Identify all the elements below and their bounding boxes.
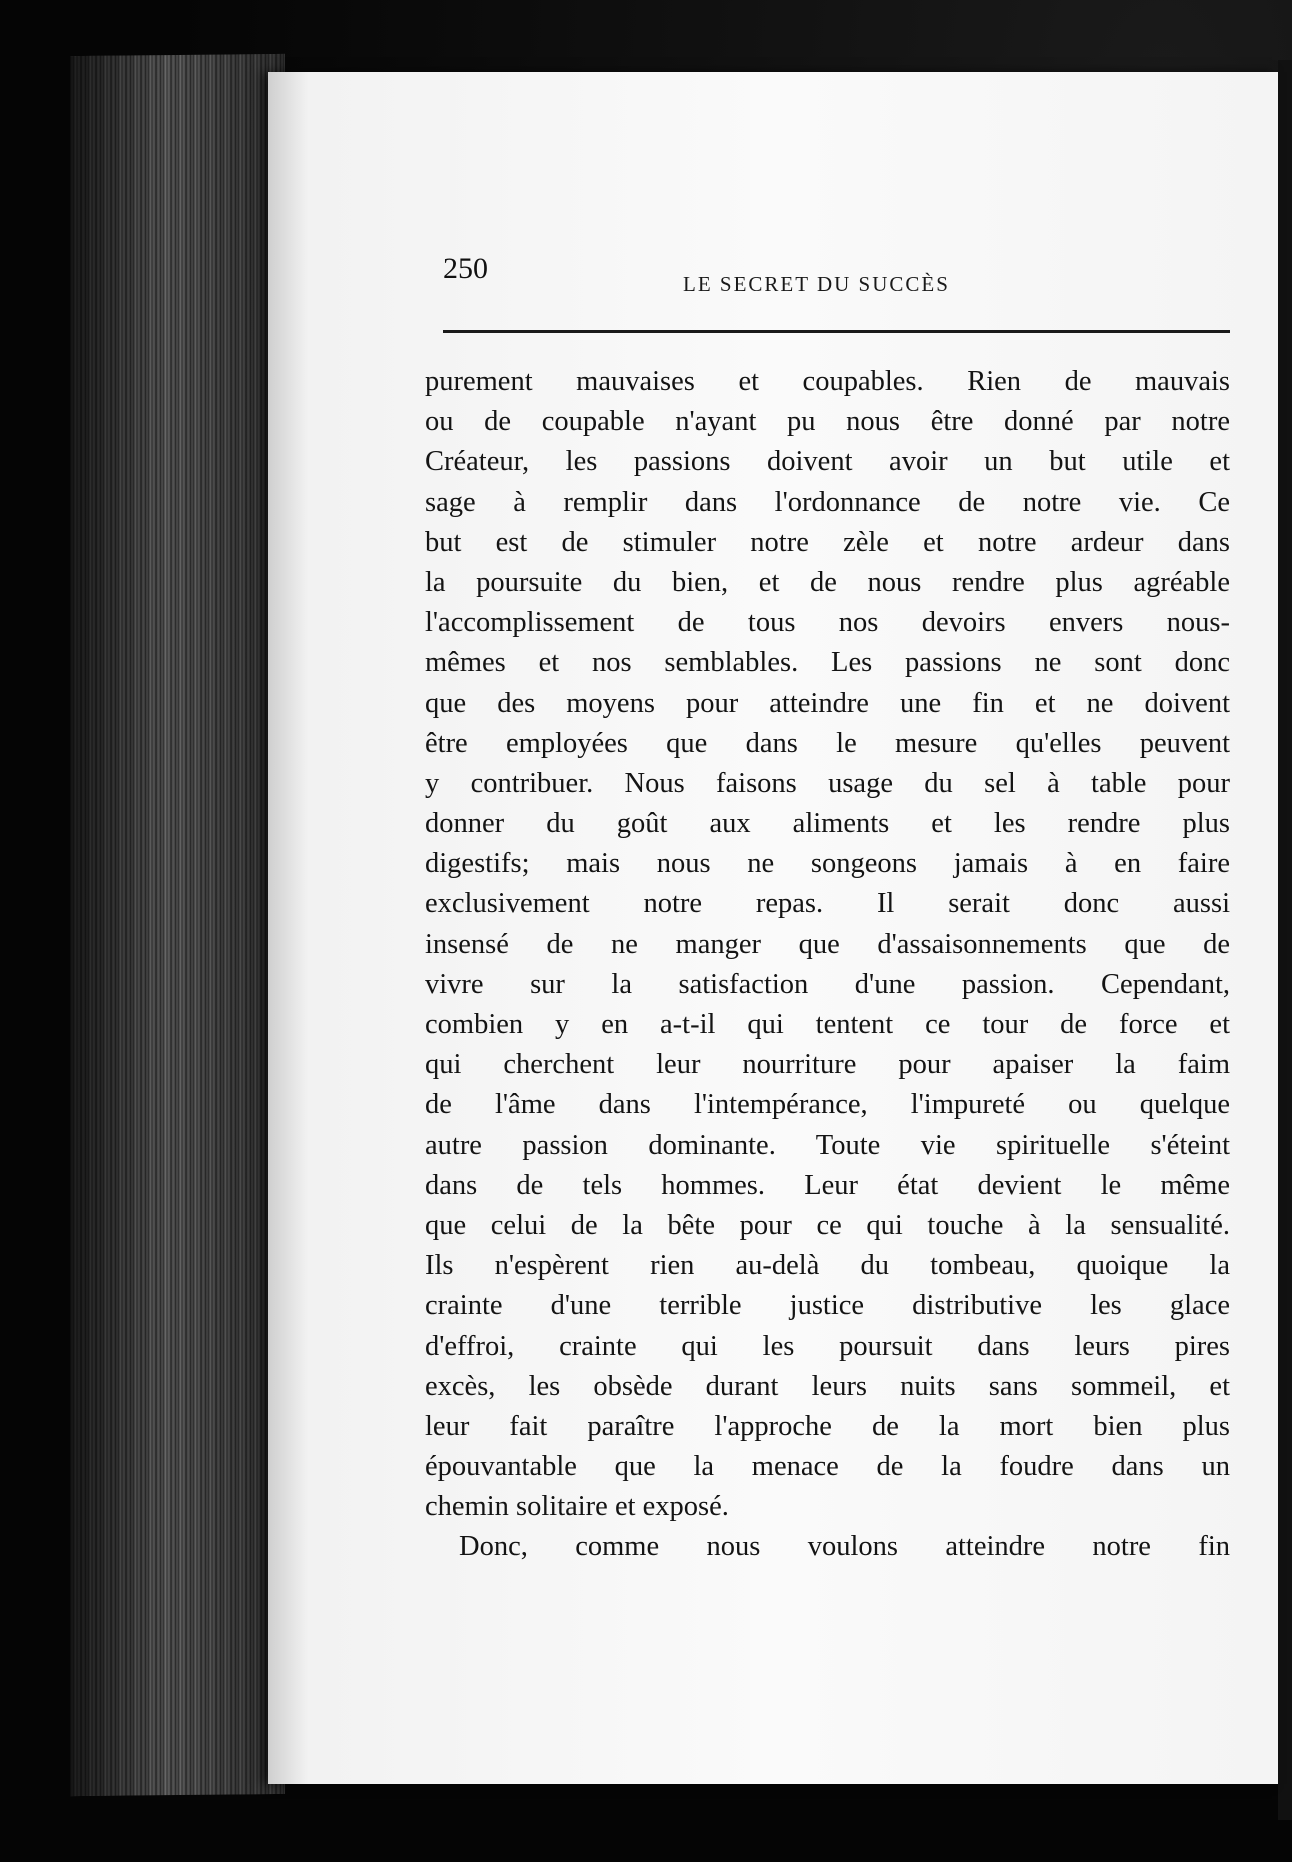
text-line: but est de stimuler notre zèle et notre ardeur dans [425,526,1230,558]
paragraph-start-line: Donc, comme nous voulons atteindre notre fin [459,1531,1230,1563]
text-line: qui cherchent leur nourriture pour apaiser la faim [425,1049,1230,1081]
text-line: leur fait paraître l'approche de la mort bien plus [425,1410,1230,1442]
text-line: Ils n'espèrent rien au-delà du tombeau, quoique la [425,1250,1230,1282]
text-line: de l'âme dans l'intempérance, l'impureté ou quelque [425,1089,1230,1121]
text-line: chemin solitaire et exposé. [425,1491,729,1523]
running-title: LE SECRET DU SUCCÈS [683,272,950,296]
text-line: mêmes et nos semblables. Les passions ne sont donc [425,647,1230,679]
page-number: 250 [443,252,488,285]
text-line: sage à remplir dans l'ordonnance de notre vie. Ce [425,486,1230,518]
text-line: autre passion dominante. Toute vie spirituelle s'éteint [425,1129,1230,1161]
text-line: y contribuer. Nous faisons usage du sel à table pour [425,767,1230,799]
text-line: insensé de ne manger que d'assaisonnements que de [425,928,1230,960]
text-line: crainte d'une terrible justice distributive les glace [425,1290,1230,1322]
text-line: combien y en a-t-il qui tentent ce tour de force et [425,1009,1230,1040]
text-line: digestifs; mais nous ne songeons jamais à en faire [425,848,1230,880]
text-line: donner du goût aux aliments et les rendre plus [425,808,1230,840]
text-line: dans de tels hommes. Leur état devient le même [425,1169,1230,1201]
text-line: purement mauvaises et coupables. Rien de mauvais [425,366,1230,397]
text-line: Créateur, les passions doivent avoir un but utile et [425,446,1230,478]
text-line: excès, les obsède durant leurs nuits sans sommeil, et [425,1370,1230,1402]
text-line: vivre sur la satisfaction d'une passion. Cependant, [425,968,1230,1000]
book-page-edges [70,54,285,1796]
text-line: que celui de la bête pour ce qui touche à la sensualité. [425,1209,1230,1241]
body-text [425,362,1230,1568]
text-line: que des moyens pour atteindre une fin et ne doivent [425,687,1230,719]
text-line: ou de coupable n'ayant pu nous être donné par notre [425,406,1230,438]
text-line: la poursuite du bien, et de nous rendre plus agréable [425,566,1230,598]
text-line: exclusivement notre repas. Il serait donc aussi [425,888,1230,920]
text-line: épouvantable que la menace de la foudre dans un [425,1451,1230,1483]
text-line: d'effroi, crainte qui les poursuit dans leurs pires [425,1330,1230,1362]
text-line: l'accomplissement de tous nos devoirs envers nous- [425,607,1230,639]
book-right-edge [1278,60,1292,1820]
header-rule [443,330,1230,333]
page-header [443,252,1233,302]
text-line: être employées que dans le mesure qu'elles peuvent [425,727,1230,759]
